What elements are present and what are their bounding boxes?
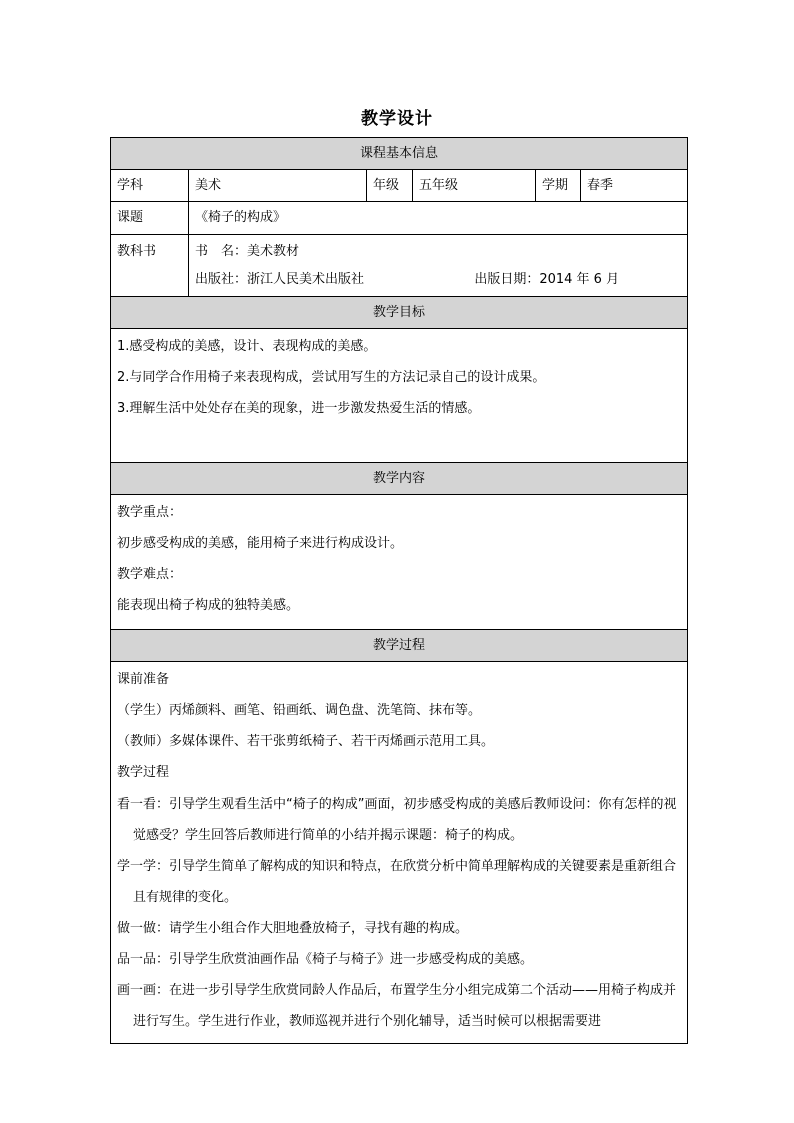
process-step: 品一品：引导学生欣赏油画作品《椅子与椅子》进一步感受构成的美感。 — [117, 952, 534, 967]
process-label: 教学过程 — [117, 765, 170, 780]
process-step: 学一学：引导学生简单了解构成的知识和特点，在欣赏分析中简单理解构成的关键要素是重新组合且有规律的变化。 — [117, 859, 677, 905]
book-name: 书 名：美术教材 — [195, 244, 300, 259]
term-value: 春季 — [581, 170, 688, 202]
process-block — [111, 662, 688, 1044]
objective-item: 2.与同学合作用椅子来表现构成，尝试用写生的方法记录自己的设计成果。 — [117, 370, 546, 385]
process-step: 做一做：请学生小组合作大胆地叠放椅子，寻找有趣的构成。 — [117, 921, 469, 936]
subject-label: 学科 — [111, 170, 189, 202]
objectives-header: 教学目标 — [111, 297, 688, 329]
objective-item: 1.感受构成的美感，设计、表现构成的美感。 — [117, 339, 377, 354]
topic-label: 课题 — [111, 202, 189, 235]
topic-value: 《椅子的构成》 — [189, 202, 688, 235]
process-step: 看一看：引导学生观看生活中“椅子的构成”画面，初步感受构成的美感后教师设问：你有怎样的视觉感受？学生回答后教师进行简单的小结并揭示课题：椅子的构成。 — [117, 797, 677, 843]
publisher: 出版社：浙江人民美术出版社 — [195, 271, 365, 287]
prep-label: 课前准备 — [117, 672, 170, 687]
grade-label: 年级 — [367, 170, 413, 202]
process-step: 画一画：在进一步引导学生欣赏同龄人作品后，布置学生分小组完成第二个活动——用椅子构成并进行写生。学生进行作业，教师巡视并进行个别化辅导，适当时候可以根据需要进 — [117, 983, 677, 1029]
key-point-label: 教学重点： — [117, 505, 183, 520]
prep-student: （学生）丙烯颜料、画笔、铅画纸、调色盘、洗笔筒、抹布等。 — [117, 703, 482, 718]
grade-value: 五年级 — [413, 170, 536, 202]
content-header: 教学内容 — [111, 463, 688, 495]
objective-item: 3.理解生活中处处存在美的现象，进一步激发热爱生活的情感。 — [117, 401, 481, 416]
objectives-block — [111, 329, 688, 463]
basic-info-header: 课程基本信息 — [111, 138, 688, 170]
textbook-info — [189, 235, 688, 297]
key-point-text: 初步感受构成的美感，能用椅子来进行构成设计。 — [117, 536, 404, 551]
content-block — [111, 495, 688, 630]
subject-value: 美术 — [189, 170, 367, 202]
publish-date: 出版日期：2014 年 6 月 — [474, 271, 620, 287]
term-label: 学期 — [536, 170, 581, 202]
prep-teacher: （教师）多媒体课件、若干张剪纸椅子、若干丙烯画示范用工具。 — [117, 734, 495, 749]
process-header: 教学过程 — [111, 630, 688, 662]
document-title: 教学设计 — [361, 109, 433, 129]
textbook-label-text: 教科书 — [117, 244, 157, 259]
lesson-plan-table — [110, 137, 688, 1044]
difficulty-text: 能表现出椅子构成的独特美感。 — [117, 598, 300, 613]
textbook-label — [111, 235, 189, 297]
difficulty-label: 教学难点： — [117, 567, 183, 582]
